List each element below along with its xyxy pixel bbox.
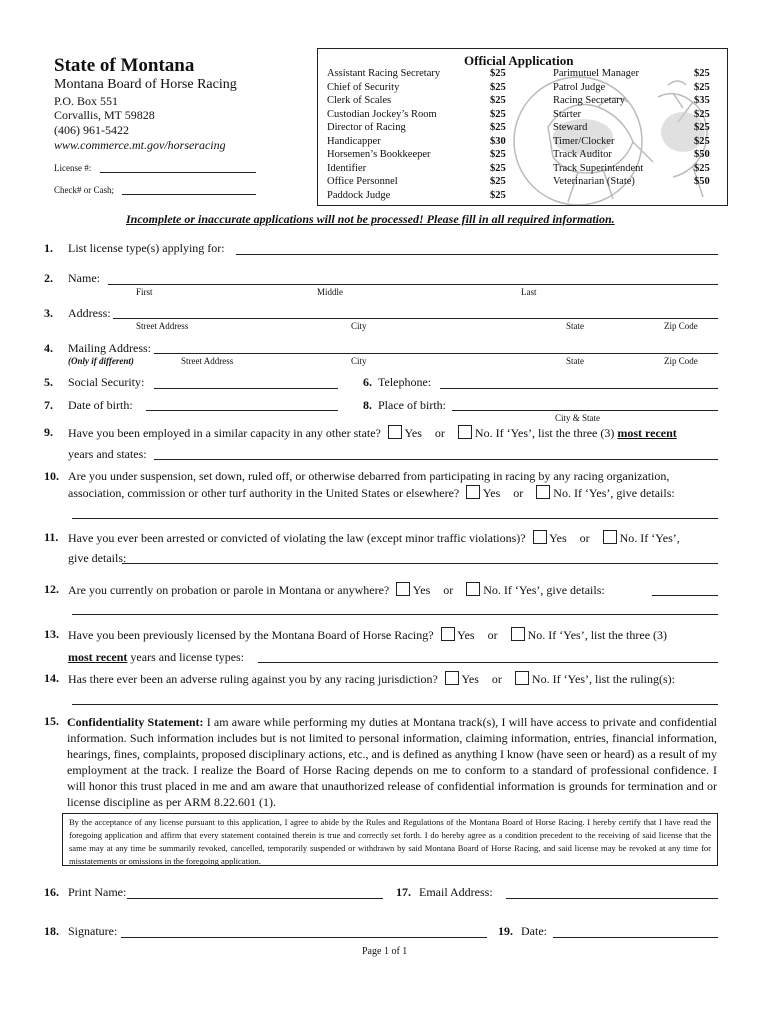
license-label: License #: — [54, 163, 92, 173]
q14-label: Has there ever been an adverse ruling against you by any racing jurisdiction? — [68, 672, 438, 686]
q12-yes-label: Yes — [412, 583, 431, 597]
q14-or: or — [491, 672, 502, 686]
fee-left-amount: $25 — [490, 189, 506, 201]
fee-left-label: Assistant Racing Secretary — [327, 68, 441, 79]
q18-number: 18. — [44, 924, 59, 938]
q4-number: 4. — [44, 341, 53, 355]
q9-years-label: years and states: — [68, 447, 147, 461]
q9-or: or — [434, 426, 445, 440]
license-field[interactable] — [100, 172, 256, 173]
q17-label: Email Address: — [419, 885, 493, 899]
zip-label: Zip Code — [664, 321, 698, 331]
fee-right-amount: $25 — [694, 81, 710, 93]
telephone-field[interactable] — [440, 388, 718, 389]
mail-street-label: Street Address — [181, 356, 234, 366]
name-field[interactable] — [108, 284, 718, 285]
warning-text: Incomplete or inaccurate applications will not be processed! Please fill in all required information. — [126, 212, 615, 226]
q6-label: Telephone: — [378, 375, 432, 389]
q5-label: Social Security: — [68, 375, 145, 389]
fee-left-label: Horsemen’s Bookkeeper — [327, 149, 431, 160]
agreement-statement: By the acceptance of any license pursuant to this application, I agree to abide by the Rules and Regulations of the Montana Board of Horse Racing. I hereby certify that I have read the foregoing application and affirm that every statement contained therein is true and correctly set forth. I do hereby agree as a condition precedent to the receiving of said license that the same may at any time be summarily revoked, cancelled, temporarily suspended or withdrawn by said Montana Board of Horse Racing, and said license may be revoked at any time for misstatements or omissions in the foregoing application. — [62, 813, 718, 866]
fee-right-amount: $25 — [694, 108, 710, 120]
q10-yes-checkbox[interactable] — [466, 485, 480, 499]
q5-number: 5. — [44, 375, 53, 389]
q6-number: 6. — [363, 375, 372, 389]
q13-years-label: years and license types: — [130, 650, 245, 664]
fee-right-amount: $50 — [694, 149, 710, 160]
q13-most-recent: most recent — [68, 650, 128, 664]
q12-label: Are you currently on probation or parole in Montana or anywhere? — [68, 583, 390, 597]
q3-number: 3. — [44, 306, 53, 320]
check-field[interactable] — [122, 194, 256, 195]
q9-most-recent: most recent — [617, 426, 677, 440]
q9-field[interactable] — [154, 459, 718, 460]
fee-left-amount: $25 — [490, 162, 506, 174]
fee-left-label: Office Personnel — [327, 176, 398, 187]
signature-field[interactable] — [121, 937, 487, 938]
q7-label: Date of birth: — [68, 398, 133, 412]
city-label: City — [351, 321, 367, 331]
fee-right-amount: $25 — [694, 122, 710, 133]
po-box: P.O. Box 551 — [54, 94, 119, 108]
q11-field[interactable] — [122, 563, 718, 564]
q10-label-2: association, commission or other turf authority in the United States or elsewhere? — [68, 486, 460, 500]
phone: (406) 961-5422 — [54, 123, 129, 137]
ssn-field[interactable] — [154, 388, 338, 389]
fee-left-label: Identifier — [327, 162, 367, 174]
q9-yes-checkbox[interactable] — [388, 425, 402, 439]
fee-left-amount: $30 — [490, 135, 506, 147]
q10-or: or — [513, 486, 524, 500]
q4-label: Mailing Address: — [68, 341, 151, 355]
print-name-field[interactable] — [127, 898, 383, 899]
q9-no-label: No. If ‘Yes’, list the three (3) — [474, 426, 615, 440]
date-field[interactable] — [553, 937, 718, 938]
q9-yes-label: Yes — [404, 426, 422, 440]
conf-text: I am aware while performing my duties at Montana track(s), I will have access to private and confidential information. Such information includes but is not limited to personal information, claiming information, entries, financial information, hearings, fines, complaints, proposed disciplinary actions, etc., and is defined as anything I know (have seen or heard) as a result of my employment at the track. I realize the Board of Horse Racing depends on me to conform to a standard of professional confidence. I will honor this trust placed in me and am aware that unauthorized release of confidential information is grounds for termination and or license discipline as per ARM 8.22.601 (1). — [67, 715, 717, 809]
fee-left-label: Paddock Judge — [327, 189, 391, 201]
page-footer: Page 1 of 1 — [362, 946, 408, 957]
q10-no-label: No. If ‘Yes’, give details: — [553, 486, 675, 500]
q9-number: 9. — [44, 425, 53, 439]
q13-or: or — [487, 628, 498, 642]
fee-right-label: Track Auditor — [553, 149, 612, 160]
fee-left-label: Handicapper — [327, 135, 381, 147]
q11-number: 11. — [44, 530, 59, 544]
fee-right-amount: $25 — [694, 135, 710, 147]
license-type-field[interactable] — [236, 254, 718, 255]
q11-details-label: give details: — [68, 551, 127, 565]
q11-label: Have you ever been arrested or convicted of violating the law (except minor traffic violations)? — [68, 531, 526, 545]
official-application-box — [317, 48, 728, 206]
q14-no-label: No. If ‘Yes’, list the ruling(s): — [531, 672, 676, 686]
fee-left-label: Custodian Jockey’s Room — [327, 108, 437, 120]
board-name: Montana Board of Horse Racing — [54, 77, 237, 92]
street-label: Street Address — [136, 321, 189, 331]
q9-no-checkbox[interactable] — [458, 425, 472, 439]
mailing-address-field[interactable] — [154, 353, 718, 354]
q11-no-checkbox[interactable] — [603, 530, 617, 544]
q11-yes-checkbox[interactable] — [533, 530, 547, 544]
citystate-label: City & State — [555, 413, 600, 423]
q10-yes-label: Yes — [482, 486, 501, 500]
q3-label: Address: — [68, 306, 111, 320]
q14-number: 14. — [44, 671, 59, 685]
q1-number: 1. — [44, 241, 53, 255]
conf-title: Confidentiality Statement: — [67, 715, 204, 729]
fee-right-amount: $25 — [694, 162, 710, 174]
q11-no-label: No. If ‘Yes’, — [619, 531, 680, 545]
website: www.commerce.mt.gov/horseracing — [54, 138, 226, 152]
q13-yes-label: Yes — [457, 628, 475, 642]
last-label: Last — [521, 287, 537, 297]
q16-number: 16. — [44, 885, 59, 899]
official-title: Official Application — [464, 53, 574, 68]
q10-label: Are you under suspension, set down, ruled off, or otherwise debarred from participating in racing by any racing organization, — [68, 469, 670, 483]
city-line: Corvallis, MT 59828 — [54, 108, 155, 122]
q1-label: List license type(s) applying for: — [68, 241, 225, 255]
mail-zip-label: Zip Code — [664, 356, 698, 366]
q10-field[interactable] — [72, 518, 718, 519]
q9-label: Have you been employed in a similar capacity in any other state? — [68, 426, 381, 440]
fee-right-label: Veterinarian (State) — [553, 176, 635, 187]
q12-inline-field[interactable] — [652, 595, 718, 596]
dob-field[interactable] — [146, 410, 338, 411]
fee-right-amount: $25 — [694, 68, 710, 79]
fee-right-label: Steward — [553, 122, 588, 133]
fee-left-label: Director of Racing — [327, 122, 406, 133]
fee-right-amount: $50 — [694, 176, 710, 187]
q15-number: 15. — [44, 714, 59, 728]
state-title: State of Montana — [54, 55, 195, 76]
fee-right-label: Track Superintendent — [553, 162, 644, 174]
fee-left-amount: $25 — [490, 176, 506, 187]
q10-number: 10. — [44, 469, 59, 483]
fee-left-amount: $25 — [490, 81, 506, 93]
mail-state-label: State — [566, 356, 584, 366]
q11-or: or — [579, 531, 590, 545]
q12-field[interactable] — [72, 614, 718, 615]
first-label: First — [136, 287, 153, 297]
fee-right-amount: $35 — [694, 95, 710, 106]
q16-label: Print Name: — [68, 885, 127, 899]
fee-right-label: Racing Secretary — [553, 95, 626, 106]
confidentiality-statement — [67, 714, 717, 810]
q17-number: 17. — [396, 885, 411, 899]
q13-field[interactable] — [258, 662, 718, 663]
email-field[interactable] — [506, 898, 718, 899]
middle-label: Middle — [317, 287, 343, 297]
mail-city-label: City — [351, 356, 367, 366]
state-label: State — [566, 321, 584, 331]
q11-yes-label: Yes — [549, 531, 567, 545]
q19-label: Date: — [521, 924, 547, 938]
q13-label: Have you been previously licensed by the Montana Board of Horse Racing? — [68, 628, 434, 642]
q8-label: Place of birth: — [378, 398, 446, 412]
q19-number: 19. — [498, 924, 513, 938]
fee-left-label: Chief of Security — [327, 81, 400, 93]
q13-no-checkbox[interactable] — [511, 627, 525, 641]
q2-label: Name: — [68, 271, 100, 285]
fee-left-label: Clerk of Scales — [327, 95, 392, 106]
fee-left-amount: $25 — [490, 68, 506, 79]
q14-no-checkbox[interactable] — [515, 671, 529, 685]
q13-no-label: No. If ‘Yes’, list the three (3) — [527, 628, 668, 642]
q2-number: 2. — [44, 271, 53, 285]
fee-left-amount: $25 — [490, 149, 506, 160]
q13-number: 13. — [44, 627, 59, 641]
fee-right-label: Timer/Clocker — [553, 135, 615, 147]
q12-no-label: No. If ‘Yes’, give details: — [483, 583, 605, 597]
fee-left-amount: $25 — [490, 95, 506, 106]
q18-label: Signature: — [68, 924, 118, 938]
q12-yes-checkbox[interactable] — [396, 582, 410, 596]
q10-no-checkbox[interactable] — [536, 485, 550, 499]
q12-no-checkbox[interactable] — [466, 582, 480, 596]
check-label: Check# or Cash; — [54, 185, 114, 195]
fee-left-amount: $25 — [490, 122, 506, 133]
q14-yes-label: Yes — [461, 672, 479, 686]
birthplace-field[interactable] — [452, 410, 718, 411]
fee-right-label: Patrol Judge — [553, 81, 606, 93]
q14-field[interactable] — [72, 704, 718, 705]
q12-number: 12. — [44, 582, 59, 596]
q13-yes-checkbox[interactable] — [441, 627, 455, 641]
q4-note: (Only if different) — [68, 356, 134, 366]
fee-right-label: Starter — [553, 108, 581, 120]
q7-number: 7. — [44, 398, 53, 412]
q12-or: or — [443, 583, 454, 597]
fee-right-label: Parimutuel Manager — [553, 68, 640, 79]
q14-yes-checkbox[interactable] — [445, 671, 459, 685]
address-field[interactable] — [113, 318, 718, 319]
q8-number: 8. — [363, 398, 372, 412]
fee-left-amount: $25 — [490, 108, 506, 120]
